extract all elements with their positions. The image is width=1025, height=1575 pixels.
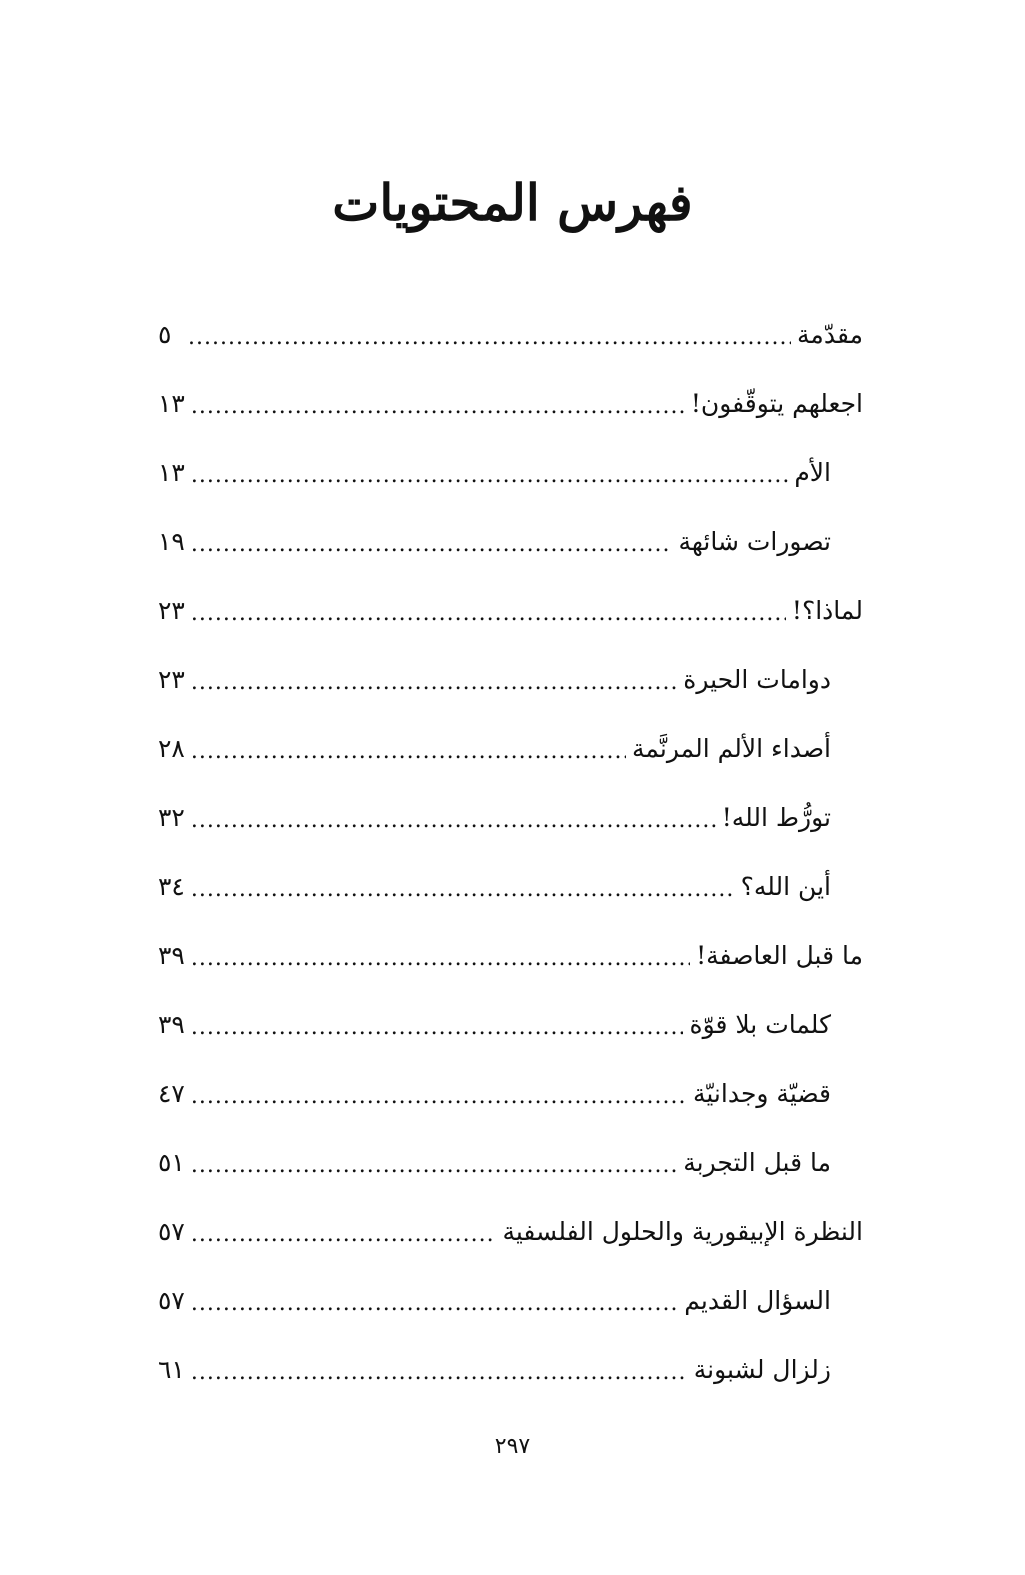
toc-entry-label: دوامات الحيرة bbox=[683, 664, 831, 694]
dot-leader bbox=[191, 726, 626, 772]
toc-entry bbox=[158, 576, 863, 645]
dot-leader bbox=[191, 1140, 677, 1186]
dot-leader bbox=[191, 864, 735, 910]
toc-subentry bbox=[158, 645, 863, 714]
toc-subentry bbox=[158, 438, 863, 507]
toc-subentry bbox=[158, 1335, 863, 1404]
toc-subentry bbox=[158, 1266, 863, 1335]
dot-leader bbox=[188, 312, 791, 358]
toc-entry-label: أصداء الألم المرنَّمة bbox=[632, 733, 831, 763]
toc-entry-page: ١٣ bbox=[158, 457, 185, 487]
toc-entry-page: ٣٩ bbox=[158, 940, 185, 970]
toc-entry-label: الأم bbox=[794, 457, 831, 487]
toc-entry-label: زلزال لشبونة bbox=[693, 1354, 831, 1384]
toc-entry-label: لماذا؟! bbox=[791, 595, 863, 625]
dot-leader bbox=[191, 1209, 497, 1255]
toc-entry-page: ٢٣ bbox=[158, 595, 185, 625]
toc-entry-label: ما قبل العاصفة! bbox=[696, 940, 863, 970]
toc-entry-page: ٥ bbox=[158, 319, 172, 349]
toc-subentry bbox=[158, 507, 863, 576]
toc-entry-page: ٢٣ bbox=[158, 664, 185, 694]
toc-entry-label: تصورات شائهة bbox=[678, 526, 831, 556]
toc-entry bbox=[158, 369, 863, 438]
toc-subentry bbox=[158, 1128, 863, 1197]
toc-entry-label: قضيّة وجدانيّة bbox=[692, 1078, 831, 1108]
toc-entry-page: ٥٧ bbox=[158, 1285, 185, 1315]
dot-leader bbox=[191, 795, 716, 841]
toc-subentry bbox=[158, 714, 863, 783]
toc-subentry bbox=[158, 990, 863, 1059]
toc-entry-page: ٣٤ bbox=[158, 871, 185, 901]
dot-leader bbox=[191, 1278, 678, 1324]
dot-leader bbox=[191, 588, 786, 634]
toc-entry-label: اجعلهم يتوقّفون! bbox=[690, 388, 863, 418]
toc-entry-page: ٦١ bbox=[158, 1354, 185, 1384]
toc-entry-label: كلمات بلا قوّة bbox=[689, 1009, 831, 1039]
toc-entry-page: ٥٧ bbox=[158, 1216, 185, 1246]
toc-entry-label: أين الله؟ bbox=[740, 871, 831, 901]
toc-entry-label: السؤال القديم bbox=[684, 1285, 831, 1315]
toc-entry-label: تورُّط الله! bbox=[721, 802, 831, 832]
page-number: ٢٩٧ bbox=[494, 1434, 531, 1459]
dot-leader bbox=[191, 1002, 684, 1048]
toc-entry bbox=[158, 921, 863, 990]
toc-entry-page: ٢٨ bbox=[158, 733, 185, 763]
toc-entry-page: ١٩ bbox=[158, 526, 185, 556]
dot-leader bbox=[191, 519, 673, 565]
toc-entry bbox=[158, 300, 863, 369]
dot-leader bbox=[191, 1071, 687, 1117]
table-of-contents bbox=[158, 300, 863, 1404]
toc-subentry bbox=[158, 1059, 863, 1128]
toc-entry-page: ٤٧ bbox=[158, 1078, 185, 1108]
toc-subentry bbox=[158, 783, 863, 852]
toc-entry-page: ٥١ bbox=[158, 1147, 185, 1177]
toc-entry-label: مقدّمة bbox=[797, 319, 863, 349]
toc-entry-label: ما قبل التجربة bbox=[683, 1147, 831, 1177]
dot-leader bbox=[191, 1347, 688, 1393]
dot-leader bbox=[191, 381, 685, 427]
dot-leader bbox=[191, 933, 690, 979]
toc-subentry bbox=[158, 852, 863, 921]
toc-entry bbox=[158, 1197, 863, 1266]
dot-leader bbox=[191, 657, 677, 703]
dot-leader bbox=[191, 450, 788, 496]
page-title: فهرس المحتويات bbox=[332, 173, 693, 232]
toc-entry-page: ٣٢ bbox=[158, 802, 185, 832]
toc-entry-page: ١٣ bbox=[158, 388, 185, 418]
toc-entry-label: النظرة الإبيقورية والحلول الفلسفية bbox=[502, 1216, 863, 1246]
toc-entry-page: ٣٩ bbox=[158, 1009, 185, 1039]
